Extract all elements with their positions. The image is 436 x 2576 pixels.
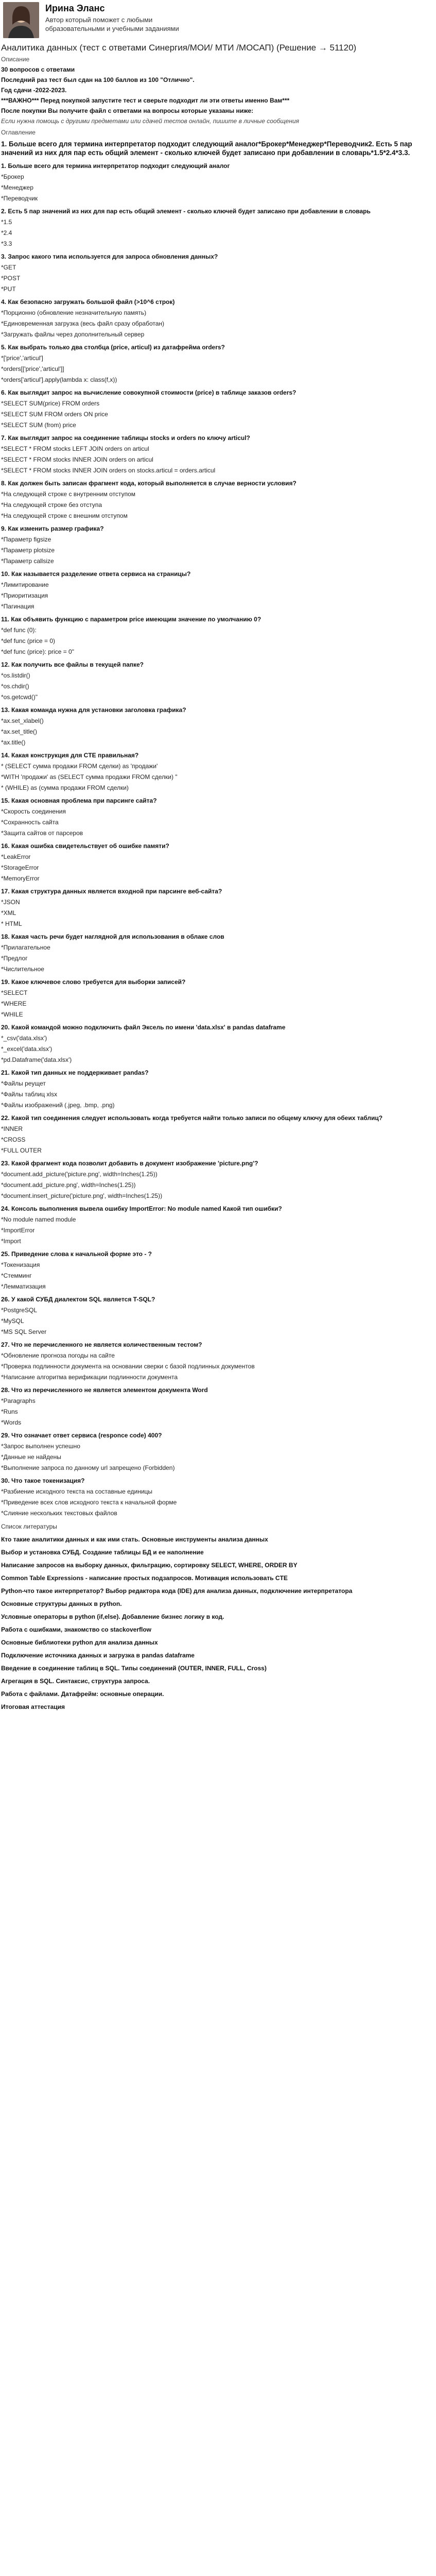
question-text: 27. Что не перечисленного не является количественным тестом?: [1, 1341, 202, 1348]
answer-option: *SELECT * FROM stocks LEFT JOIN orders on articul: [1, 445, 149, 452]
question-text: 15. Какая основная проблема при парсинге сайта?: [1, 797, 157, 804]
toc-label: Оглавление: [1, 129, 36, 136]
question-block: [0, 1159, 436, 1200]
question-text: 4. Как безопасно загружать большой файл (>10^6 строк): [1, 298, 175, 306]
answer-option: *Параметр plotsize: [1, 547, 55, 554]
answer-option: *Выполнение запроса по данному url запрещено (Forbidden): [1, 1464, 175, 1471]
author-avatar[interactable]: [3, 2, 39, 38]
answer-option: *orders['articul'].apply(lambda x: class(f,x)): [1, 376, 117, 383]
answer-option: *Числительное: [1, 965, 44, 973]
question-block: [0, 524, 436, 565]
question-block: [0, 434, 436, 474]
answer-option: *JSON: [1, 899, 20, 906]
question-text: 21. Какой тип данных не поддерживает pandas?: [1, 1069, 149, 1076]
question-text: 3. Запрос какого типа используется для запроса обновления данных?: [1, 253, 218, 260]
answer-option: *Запрос выполнен успешно: [1, 1443, 80, 1450]
question-text: 7. Как выглядит запрос на соединение таблицы stocks и orders по ключу articul?: [1, 434, 250, 442]
answer-option: *Параметр figsize: [1, 536, 51, 543]
answer-option: *Файлы реущет: [1, 1080, 46, 1087]
literature-item: Основные структуры данных в python.: [1, 1600, 122, 1607]
question-text: 24. Консоль выполнения вывела ошибку ImportError: No module named Какой тип ошибки?: [1, 1205, 282, 1212]
answer-option: *PUT: [1, 285, 16, 293]
answer-option: *Переводчик: [1, 195, 38, 202]
answer-option: *SELECT SUM (from) price: [1, 421, 76, 429]
answer-option: *Обновление прогноза погоды на сайте: [1, 1352, 115, 1359]
literature-item: Работа с файлами. Датафрейм: основные операции.: [1, 1690, 164, 1698]
question-block: [0, 1386, 436, 1427]
answer-option: *pd.Dataframe('data.xlsx'): [1, 1056, 72, 1063]
answer-option: *MySQL: [1, 1317, 24, 1325]
answer-option: *_excel('data.xlsx'): [1, 1045, 53, 1053]
answer-option: *Слияние нескольких текстовых файлов: [1, 1510, 117, 1517]
answer-option: *def func (price): price = 0": [1, 648, 74, 655]
answer-option: *Менеджер: [1, 184, 33, 191]
answer-option: *POST: [1, 275, 21, 282]
main-content: [0, 42, 436, 1716]
answer-option: *Файлы таблиц xlsx: [1, 1091, 58, 1098]
answer-option: *Лемматизация: [1, 1283, 46, 1290]
question-block: [0, 706, 436, 747]
question-block: [0, 796, 436, 837]
other-subjects-note: Если нужна помощь с другими предметами или сдачей тестов онлайн, пишите в личные сообщения: [1, 117, 299, 125]
after-purchase-note: После покупки Вы получите файл с ответами на вопросы которые указаны ниже:: [1, 107, 254, 114]
author-header: [0, 0, 436, 40]
answer-option: *def func (price = 0): [1, 637, 56, 645]
answer-option: *MemoryError: [1, 875, 40, 882]
question-text: 20. Какой командой можно подключить файл Эксель по имени 'data.xlsx' в pandas dataframe: [1, 1024, 286, 1031]
score-note: Последний раз тест был сдан на 100 баллов из 100 "Отлично".: [1, 76, 195, 83]
important-note: ***ВАЖНО*** Перед покупкой запустите тест и сверьте подходит ли эти ответы именно Вам***: [1, 97, 290, 104]
question-text: 19. Какое ключевое слово требуется для выборки записей?: [1, 978, 186, 986]
question-block: [0, 660, 436, 701]
question-text: 18. Какая часть речи будет наглядной для использования в облаке слов: [1, 933, 224, 940]
question-block: [0, 207, 436, 248]
answer-option: *Написание алгоритма верификации подлинности документа: [1, 1374, 178, 1381]
answer-option: *Брокер: [1, 173, 24, 180]
question-text: 23. Какой фрагмент кода позволит добавить в документ изображение 'picture.png'?: [1, 1160, 258, 1167]
literature-label: Список литературы: [1, 1523, 57, 1530]
question-text: 8. Как должен быть записан фрагмент кода, который выполняется в случае верности условия?: [1, 480, 297, 487]
answer-option: * (WHILE) as (сумма продажи FROM сделки): [1, 784, 129, 791]
question-text: 6. Как выглядит запрос на вычисление совокупной стоимости (price) в таблице заказов orders?: [1, 389, 297, 396]
answer-option: *Данные не найдены: [1, 1453, 61, 1461]
question-block: [0, 388, 436, 429]
author-name[interactable]: Ирина Эланс: [45, 3, 105, 13]
question-text: 12. Как получить все файлы в текущей папке?: [1, 661, 144, 668]
question-block: [0, 343, 436, 384]
answer-option: *Скорость соединения: [1, 808, 66, 815]
answer-option: *ax.set_xlabel(): [1, 717, 44, 724]
question-block: [0, 615, 436, 656]
answer-option: *SELECT SUM(price) FROM orders: [1, 400, 100, 407]
answer-option: *Сохранность сайта: [1, 819, 59, 826]
answer-option: *PostgreSQL: [1, 1307, 38, 1314]
question-block: [0, 751, 436, 792]
description-label: Описание: [1, 56, 30, 63]
answer-option: *Стемминг: [1, 1272, 32, 1279]
answer-option: *Порционно (обновление незначительную память): [1, 309, 147, 316]
question-text: 17. Какая структура данных является входной при парсинге веб-сайта?: [1, 888, 222, 895]
question-text: 26. У какой СУБД диалектом SQL является T-SQL?: [1, 1296, 155, 1303]
answer-option: *MS SQL Server: [1, 1328, 47, 1335]
question-block: [0, 570, 436, 611]
question-text: 28. Что из перечисленного не является элементом документа Word: [1, 1386, 208, 1394]
question-text: 1. Больше всего для термина интерпретатор подходит следующий аналог: [1, 162, 230, 170]
question-block: [0, 1477, 436, 1517]
literature-list: [0, 1535, 436, 1711]
answer-option: *No module named module: [1, 1216, 76, 1223]
answer-option: *ax.title(): [1, 739, 26, 746]
answer-option: *CROSS: [1, 1136, 26, 1143]
literature-item: Итоговая аттестация: [1, 1703, 65, 1710]
answer-option: *SELECT: [1, 989, 28, 996]
answer-option: *WITH 'продажи' as (SELECT сумма продажи FROM сделки) ": [1, 773, 178, 781]
answer-option: *2.4: [1, 229, 12, 236]
literature-item: Python-что такое интерпретатор? Выбор редактора кода (IDE) для анализа данных, подключение интерпретатора: [1, 1587, 353, 1595]
answer-option: *os.chdir(): [1, 683, 29, 690]
literature-item: Выбор и установка СУБД. Создание таблицы БД и ее наполнение: [1, 1549, 204, 1556]
questions-count: 30 вопросов с ответами: [1, 66, 75, 73]
answer-option: *Предлог: [1, 955, 28, 962]
answer-option: *WHERE: [1, 1000, 27, 1007]
answer-option: *1.5: [1, 218, 12, 226]
question-block: [0, 1250, 436, 1291]
answer-option: *SELECT * FROM stocks INNER JOIN orders on stocks.articul = orders.articul: [1, 467, 216, 474]
author-description: Автор который поможет с любыми образовательными и учебными заданиями: [45, 16, 179, 32]
question-block: [0, 298, 436, 338]
question-text: 22. Какой тип соединения следует использовать когда требуется найти только записи по общему ключу для обеих таблиц?: [1, 1114, 383, 1122]
answer-option: *INNER: [1, 1125, 23, 1132]
answer-option: *Paragraphs: [1, 1397, 36, 1404]
literature-item: Кто такие аналитики данных и как ими стать. Основные инструменты анализа данных: [1, 1536, 268, 1543]
question-block: [0, 842, 436, 883]
question-text: 16. Какая ошибка свидетельствует об ошибке памяти?: [1, 842, 169, 850]
answer-option: *Параметр callsize: [1, 557, 54, 565]
question-block: [0, 1023, 436, 1064]
answer-option: *['price','articul']: [1, 354, 43, 362]
answer-option: *Import: [1, 1238, 21, 1245]
question-text: 30. Что такое токенизация?: [1, 1477, 85, 1484]
question-text: 25. Приведение слова к начальной форме это - ?: [1, 1250, 152, 1258]
literature-item: Работа с ошибками, знакомство со stackoverflow: [1, 1626, 152, 1633]
question-text: 13. Какая команда нужна для установки заголовка графика?: [1, 706, 186, 714]
answer-option: *Разбиение исходного текста на составные единицы: [1, 1488, 153, 1495]
answer-option: *XML: [1, 909, 16, 917]
question-text: 5. Как выбрать только два столбца (price, articul) из датафрейма orders?: [1, 344, 225, 351]
answer-option: *Файлы изображений (.jpeg, .bmp, .png): [1, 1101, 115, 1109]
answer-option: *Защита сайтов от парсеров: [1, 829, 83, 837]
answer-option: *3.3: [1, 240, 12, 247]
question-block: [0, 978, 436, 1019]
answer-option: *def func (0):: [1, 626, 37, 634]
answer-option: *Пагинация: [1, 603, 34, 610]
answer-option: *document.insert_picture('picture.png', width=Inches(1.25)): [1, 1192, 163, 1199]
question-block: [0, 1205, 436, 1245]
literature-item: Подключение источника данных и загрузка в pandas dataframe: [1, 1652, 195, 1659]
literature-item: Условные операторы в python (if,else). Добавление бизнес логику в код.: [1, 1613, 224, 1620]
year-note: Год сдачи -2022-2023.: [1, 87, 67, 94]
literature-item: Написание запросов на выборку данных, фильтрацию, сортировку SELECT, WHERE, ORDER BY: [1, 1562, 298, 1569]
avatar-photo-icon: [3, 2, 39, 38]
answer-option: *SELECT SUM FROM orders ON price: [1, 411, 108, 418]
answer-option: *orders[['price','articul']]: [1, 365, 64, 372]
answer-option: *Runs: [1, 1408, 18, 1415]
literature-item: Common Table Expressions - написание простых подзапросов. Мотивация использовать CTE: [1, 1574, 288, 1582]
answer-option: *FULL OUTER: [1, 1147, 42, 1154]
answer-option: *LeakError: [1, 853, 31, 860]
questions-list: [0, 140, 436, 1517]
answer-option: *ax.set_title(): [1, 728, 38, 735]
literature-item: Введение в соединение таблиц в SQL. Типы соединений (OUTER, INNER, FULL, Cross): [1, 1665, 267, 1672]
question-text: 29. Что означает ответ сервиса (responce code) 400?: [1, 1432, 162, 1439]
answer-option: *Единовременная загрузка (весь файл сразу обработан): [1, 320, 165, 327]
answer-option: *_csv('data.xlsx'): [1, 1035, 47, 1042]
answer-option: *На следующей строке без отступа: [1, 501, 102, 509]
question-text: 10. Как называется разделение ответа сервиса на страницы?: [1, 570, 191, 578]
answer-option: * (SELECT сумма продажи FROM сделки) as 'продажи': [1, 762, 158, 770]
answer-option: *На следующей строке с внутренним отступом: [1, 490, 135, 498]
question-block: [0, 479, 436, 520]
answer-option: *SELECT * FROM stocks INNER JOIN orders on articul: [1, 456, 153, 463]
question-text: 2. Есть 5 пар значений из них для пар есть общий элемент - сколько ключей будет записано при добавлении в словарь: [1, 208, 371, 215]
answer-option: *document.add_picture('picture.png', width=Inches(1.25)): [1, 1171, 158, 1178]
question-block: [0, 1341, 436, 1381]
question-block: [0, 252, 436, 293]
answer-option: *os.listdir(): [1, 672, 30, 679]
answer-option: *Words: [1, 1419, 22, 1426]
question-block: [0, 887, 436, 928]
answer-option: *Прилагательное: [1, 944, 50, 951]
question-text: 9. Как изменить размер графика?: [1, 525, 104, 532]
answer-option: *Токенизация: [1, 1261, 40, 1268]
answer-option: *WHILE: [1, 1011, 23, 1018]
answer-option: *Лимитирование: [1, 581, 49, 588]
answer-option: *Проверка подлинности документа на основании сверки с базой подлинных документов: [1, 1363, 255, 1370]
question-block: [0, 140, 436, 157]
question-block: [0, 1069, 436, 1109]
literature-item: Основные библиотеки python для анализа данных: [1, 1639, 158, 1646]
question-text: 14. Какая конструкция для CTE правильная?: [1, 752, 139, 759]
answer-option: *document.add_picture.png', width=Inches(1.25)): [1, 1181, 136, 1189]
answer-option: *Приоритизация: [1, 592, 48, 599]
question-block: [0, 1114, 436, 1155]
page-title: Аналитика данных (тест с ответами Синергия/МОИ/ МТИ /МОСАП) (Решение → 51120): [1, 43, 357, 53]
question-block: [0, 1295, 436, 1336]
answer-option: * HTML: [1, 920, 22, 927]
question-block: [0, 162, 436, 202]
literature-item: Агрегация в SQL. Синтаксис, структура запроса.: [1, 1677, 150, 1685]
question-block: [0, 933, 436, 973]
question-text: 1. Больше всего для термина интерпретатор подходит следующий аналог*Брокер*Менеджер*Переводчик2. Есть 5 пар значений из них для пар есть общий элемент - сколько ключей будет записано при добавлении в словарь*1.5*2.4*3.3.: [1, 140, 412, 157]
question-block: [0, 1431, 436, 1472]
answer-option: *Приведение всех слов исходного текста к начальной форме: [1, 1499, 177, 1506]
question-text: 11. Как объявить функцию с параметром price имеющим значение по умолчанию 0?: [1, 616, 261, 623]
answer-option: *ImportError: [1, 1227, 35, 1234]
answer-option: *На следующей строке с внешним отступом: [1, 512, 128, 519]
answer-option: *StorageError: [1, 864, 39, 871]
answer-option: *Загружать файлы через дополнительный сервер: [1, 331, 145, 338]
answer-option: *os.getcwd()": [1, 693, 38, 701]
answer-option: *GET: [1, 264, 16, 271]
